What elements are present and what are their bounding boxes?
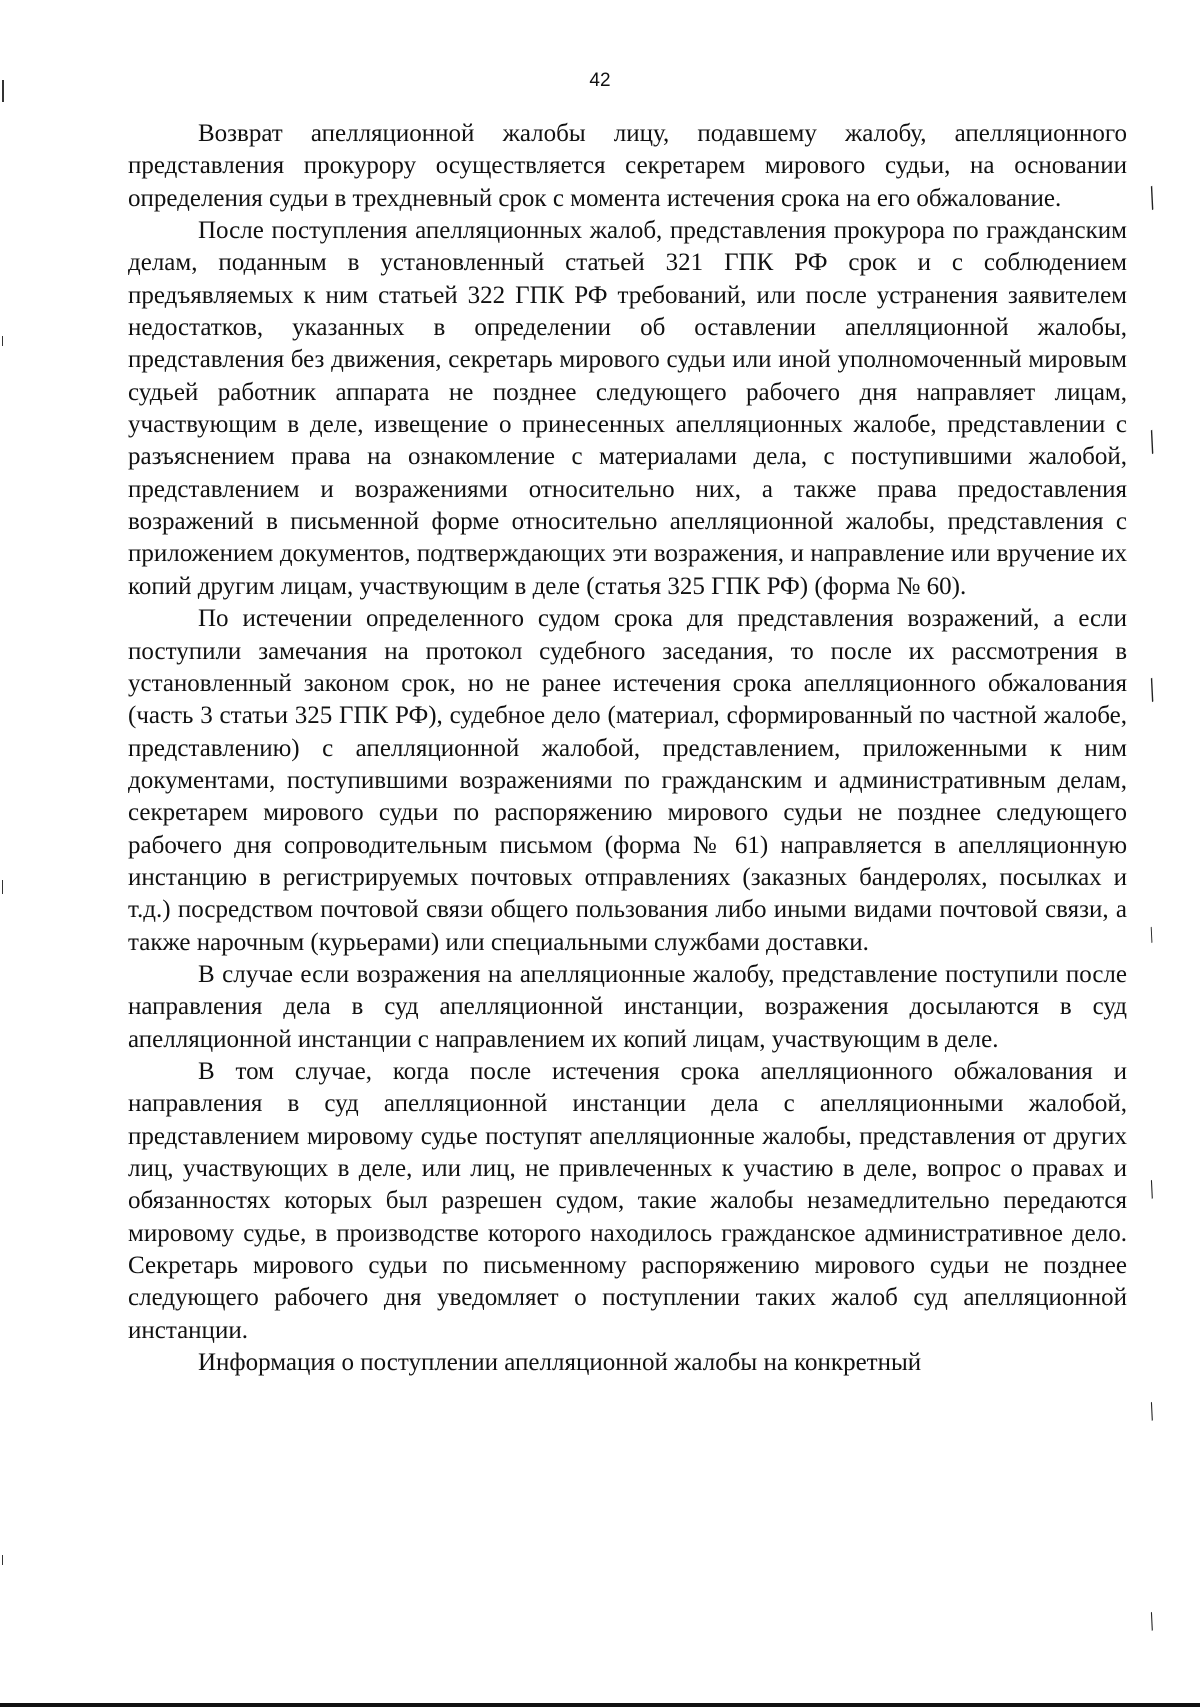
paragraph-appeal-information: Информация о поступлении апелляционной жалобы на конкретный [198,1349,922,1377]
paragraph-late-appeals: В том случае, когда после истечения срока апелляционного обжалования и направления в суд апелляционной инстанции дела с апелляционными жалобой, представлением мировому судье поступят апелляционные жалобы, представления от других лиц, участвующих в деле, или лиц, не привлеченных к участию в деле, вопрос о правах и обязанностях которых был разрешен судом, такие жалобы незамедлительно передаются мировому судье, в производстве которого находилось гражданское административное дело. Секретарь мирового судьи по письменному распоряжению мирового судьи не позднее следующего рабочего дня уведомляет о поступлении таких жалоб суд апелляционной инстанции. [128,1057,1127,1344]
margin-check-mark: ╱ [1142,430,1163,455]
scan-edge-mark [2,336,3,346]
paragraph-return-of-appeal: Возврат апелляционной жалобы лицу, подавшему жалобу, апелляционного представления прокурору осуществляется секретарем мирового судьи, на основании определения судьи в трехдневный срок с момента истечения срока на его обжалование. [128,120,1127,212]
scan-bottom-edge [0,1703,1200,1707]
margin-check-mark: ╱ [1144,1180,1160,1200]
margin-check-mark: ╱ [1144,1612,1160,1632]
scan-edge-mark [2,1555,3,1565]
paragraph-after-objection-period: По истечении определенного судом срока для представления возражений, а если поступили замечания на протокол судебного заседания, то после их рассмотрения в установленный законом срок, но не ранее истечения срока апелляционного обжалования (часть 3 статьи 325 ГПК РФ), судебное дело (материал, сформированный по частной жалобе, представлению) с апелляционной жалобой, представлением, приложенными к ним документами, поступившими возражениями по гражданским и административным делам, секретарем мирового судьи по распоряжению мирового судьи не позднее следующего рабочего дня сопроводительным письмом (форма № 61) направляется в апелляционную инстанцию в регистрируемых почтовых отправлениях (заказных бандеролях, посылках и т.д.) посредством почтовой связи общего пользования либо иными видами почтовой связи, а также нарочным (курьерами) или специальными службами доставки. [128,605,1127,956]
margin-check-mark: ╱ [1144,927,1159,943]
paragraph-after-receipt-of-appeals: После поступления апелляционных жалоб, представления прокурора по гражданским делам, поданным в установленный статьей 321 ГПК РФ срок и с соблюдением предъявляемых к ним статьей 322 ГПК РФ требований, или после устранения заявителем недостатков, указанных в определении об оставлении апелляционной жалобы, представления без движения, секретарь мирового судьи или иной уполномоченный мировым судьей работник аппарата не позднее следующего рабочего дня направляет лицам, участвующим в деле, извещение о принесенных апелляционных жалобе, представлении с разъяснением права на ознакомление с материалами дела, с поступившими жалобой, представлением и возражениями относительно них, а также права предоставления возражений в письменной форме относительно апелляционной жалобы, представления с приложением документов, подтверждающих эти возражения, и направление или вручение их копий другим лицам, участвующим в деле (статья 325 ГПК РФ) (форма № 60). [128,217,1127,600]
margin-check-mark: ╱ [1144,1402,1160,1422]
margin-check-mark: ╱ [1142,678,1163,703]
margin-check-mark: ╱ [1142,186,1163,211]
document-body [128,118,1127,1379]
scan-edge-mark [2,880,3,894]
paragraph-late-objections: В случае если возражения на апелляционные жалобу, представление поступили после направления дела в суд апелляционной инстанции, возражения досылаются в суд апелляционной инстанции с направлением их копий лицам, участвующим в деле. [128,960,1127,1053]
page-number: 42 [589,70,611,91]
scan-edge-mark [2,80,4,102]
